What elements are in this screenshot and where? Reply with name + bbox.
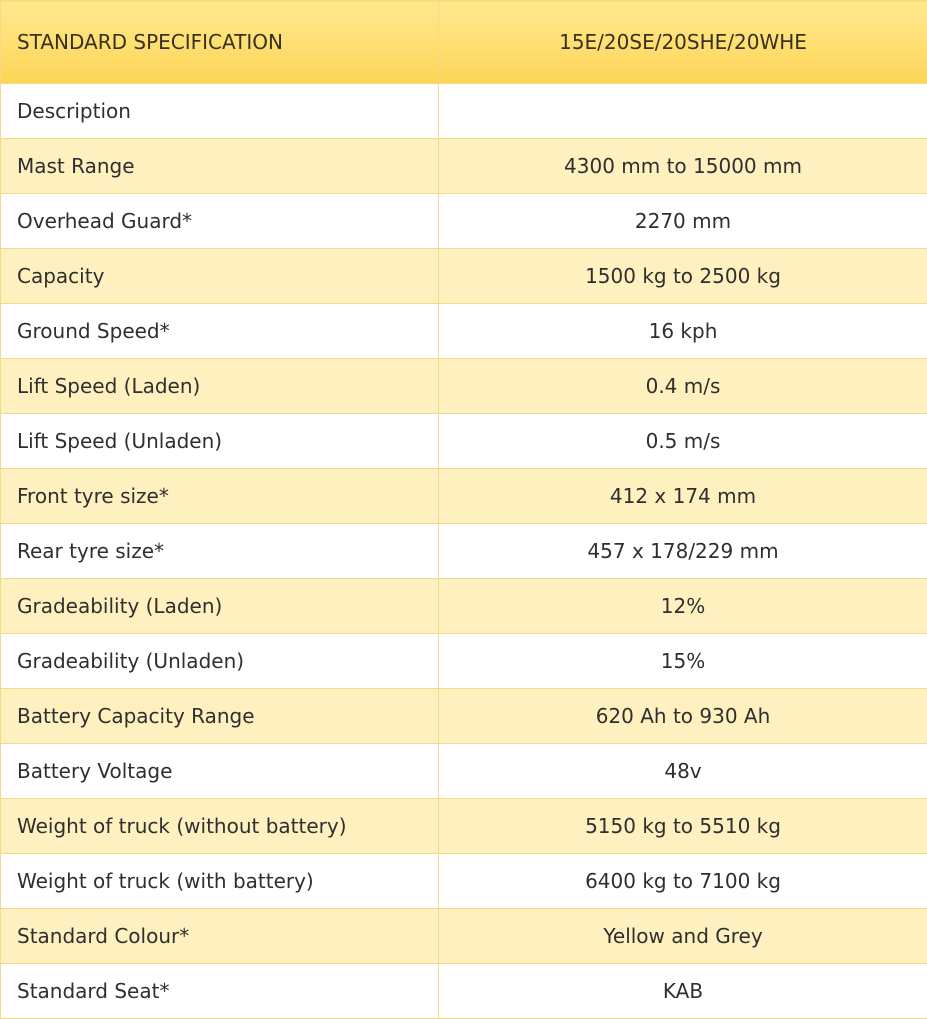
- table-row: [1, 579, 927, 634]
- row-label: Standard Colour*: [1, 909, 439, 964]
- table-row: [1, 249, 927, 304]
- header-label: STANDARD SPECIFICATION: [1, 1, 439, 84]
- table-row: [1, 414, 927, 469]
- row-value: 6400 kg to 7100 kg: [439, 854, 927, 909]
- row-value: [439, 84, 927, 139]
- row-value: 5150 kg to 5510 kg: [439, 799, 927, 854]
- table-row: [1, 689, 927, 744]
- row-value: 0.4 m/s: [439, 359, 927, 414]
- row-value: 16 kph: [439, 304, 927, 359]
- row-label: Battery Voltage: [1, 744, 439, 799]
- row-label: Standard Seat*: [1, 964, 439, 1019]
- row-value: 412 x 174 mm: [439, 469, 927, 524]
- table-row: [1, 469, 927, 524]
- table-row: [1, 744, 927, 799]
- table-row: [1, 799, 927, 854]
- table-row: [1, 964, 927, 1019]
- row-value: KAB: [439, 964, 927, 1019]
- row-label: Capacity: [1, 249, 439, 304]
- row-label: Weight of truck (with battery): [1, 854, 439, 909]
- row-label: Lift Speed (Laden): [1, 359, 439, 414]
- row-value: 15%: [439, 634, 927, 689]
- table-row: [1, 634, 927, 689]
- table-header-row: [1, 1, 927, 84]
- row-value: 4300 mm to 15000 mm: [439, 139, 927, 194]
- row-label: Lift Speed (Unladen): [1, 414, 439, 469]
- table-row: [1, 304, 927, 359]
- row-label: Overhead Guard*: [1, 194, 439, 249]
- table-row: [1, 909, 927, 964]
- row-value: 0.5 m/s: [439, 414, 927, 469]
- table-row: [1, 524, 927, 579]
- row-label: Ground Speed*: [1, 304, 439, 359]
- row-label: Front tyre size*: [1, 469, 439, 524]
- row-label: Battery Capacity Range: [1, 689, 439, 744]
- table-row: [1, 359, 927, 414]
- row-value: 1500 kg to 2500 kg: [439, 249, 927, 304]
- row-value: 48v: [439, 744, 927, 799]
- table-row: [1, 84, 927, 139]
- header-model: 15E/20SE/20SHE/20WHE: [439, 1, 927, 84]
- row-label: Gradeability (Laden): [1, 579, 439, 634]
- table-row: [1, 139, 927, 194]
- row-label: Rear tyre size*: [1, 524, 439, 579]
- row-value: Yellow and Grey: [439, 909, 927, 964]
- row-value: 2270 mm: [439, 194, 927, 249]
- row-label: Description: [1, 84, 439, 139]
- table-row: [1, 854, 927, 909]
- table-row: [1, 194, 927, 249]
- row-value: 12%: [439, 579, 927, 634]
- row-value: 457 x 178/229 mm: [439, 524, 927, 579]
- row-label: Weight of truck (without battery): [1, 799, 439, 854]
- row-label: Mast Range: [1, 139, 439, 194]
- row-label: Gradeability (Unladen): [1, 634, 439, 689]
- row-value: 620 Ah to 930 Ah: [439, 689, 927, 744]
